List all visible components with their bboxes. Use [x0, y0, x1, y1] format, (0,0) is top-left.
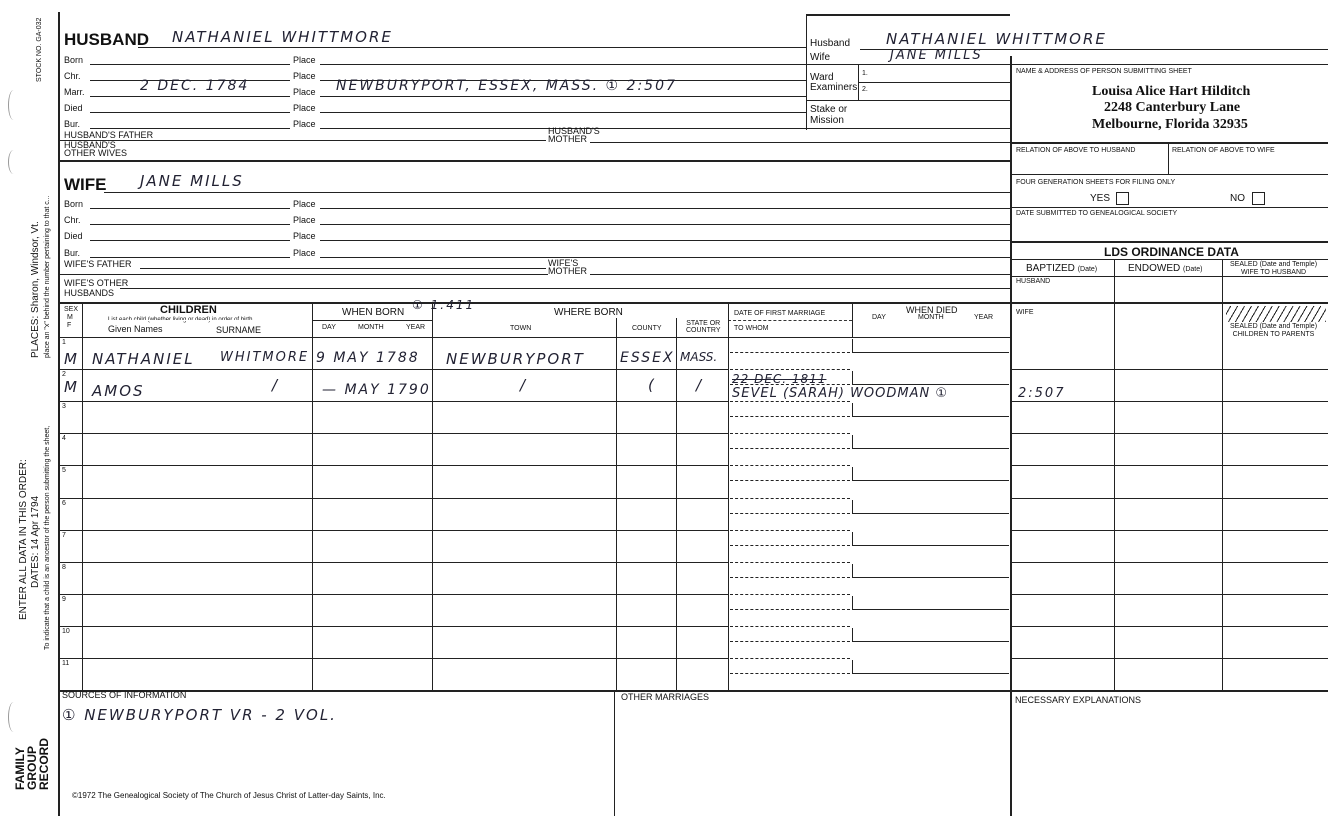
row-number: 2: [62, 371, 66, 379]
when-born-note: ① 1:411: [412, 298, 476, 312]
row-number: 6: [62, 499, 66, 507]
husband-name: NATHANIEL WHITTMORE: [172, 28, 393, 46]
other-marriages-label: OTHER MARRIAGES: [621, 692, 710, 702]
row-number: 9: [62, 595, 66, 603]
child-2-marriage-date: 22 DEC. 1811: [732, 372, 827, 386]
when-died-header: WHEN DIED: [906, 305, 958, 315]
row-number: 8: [62, 563, 66, 571]
left-border: [58, 12, 60, 816]
right-wife-name: JANE MILLS: [890, 48, 983, 63]
row-number: 5: [62, 467, 66, 475]
wifes-father-label: WIFE'S FATHER: [64, 259, 132, 269]
husband-marriage-date: 2 DEC. 1784: [140, 78, 250, 94]
place-x-note: place an "x" behind the number pertaining to that c...: [44, 195, 51, 358]
stock-number: STOCK NO. GA-032: [36, 17, 43, 82]
lds-header: LDS ORDINANCE DATA: [1104, 245, 1239, 259]
punch-hole-mark: [8, 702, 19, 732]
form-title: FAMILY GROUP RECORD: [13, 737, 51, 790]
child-1-sex: M: [64, 350, 79, 368]
punch-hole-mark: [8, 90, 19, 120]
yes-checkbox[interactable]: [1116, 192, 1129, 205]
copyright: ©1972 The Genealogical Society of The Church of Jesus Christ of Latter-day Saints, Inc.: [72, 791, 386, 800]
submitter-city: Melbourne, Florida 32935: [1092, 117, 1248, 132]
sex-header: SEX M F: [64, 306, 79, 329]
places-note: PLACES: Sharon, Windsor, Vt.: [30, 221, 41, 358]
first-marriage-header: DATE OF FIRST MARRIAGE: [734, 310, 826, 317]
husband-marriage-place: NEWBURYPORT, ESSEX, MASS. ① 2:507: [336, 78, 677, 94]
endowed-label: ENDOWED (Date): [1128, 263, 1203, 274]
wifes-mother-label: WIFE'S MOTHER: [548, 258, 587, 276]
child-2-died: 2:507: [1018, 386, 1066, 401]
right-husband-name: NATHANIEL WHITTMORE: [886, 30, 1107, 48]
row-number: 1: [62, 339, 66, 346]
four-gen-label: FOUR GENERATION SHEETS FOR FILING ONLY: [1016, 179, 1176, 186]
relation-husband-label: RELATION OF ABOVE TO HUSBAND: [1016, 147, 1136, 154]
enter-order-note: ENTER ALL DATA IN THIS ORDER:: [18, 459, 29, 620]
when-born-header: WHEN BORN: [342, 307, 405, 318]
baptized-label: BAPTIZED (Date): [1026, 263, 1098, 274]
row-number: 3: [62, 403, 66, 411]
husbands-other-wives-label: HUSBAND'S OTHER WIVES: [64, 140, 128, 158]
punch-hole-mark: [8, 150, 19, 174]
indicate-note: To indicate that a child is an ancestor of the person submitting the sheet,: [44, 425, 51, 650]
submitter-name: Louisa Alice Hart Hilditch: [1092, 84, 1251, 99]
sources-label: SOURCES OF INFORMATION: [62, 690, 187, 700]
child-1-county: ESSEX: [620, 350, 675, 366]
sealed-wife-label: SEALED (Date and Temple) WIFE TO HUSBAND: [1230, 261, 1318, 276]
date-submitted-label: DATE SUBMITTED TO GENEALOGICAL SOCIETY: [1016, 210, 1178, 217]
wifes-other-husbands-label: WIFE'S OTHER HUSBANDS: [64, 278, 129, 298]
sealed-children-label: SEALED (Date and Temple) CHILDREN TO PARENTS: [1230, 323, 1318, 338]
child-1-given: NATHANIEL: [92, 350, 195, 368]
husband-label: HUSBAND: [64, 30, 149, 49]
child-2-given: AMOS: [92, 382, 145, 400]
submitter-header: NAME & ADDRESS OF PERSON SUBMITTING SHEET: [1016, 68, 1192, 75]
child-2-town: /: [520, 376, 528, 394]
no-checkbox[interactable]: [1252, 192, 1265, 205]
child-1-surname: WHITMORE: [220, 350, 310, 365]
divider: [806, 14, 807, 130]
where-born-header: WHERE BORN: [554, 307, 623, 318]
wife-name: JANE MILLS: [140, 172, 244, 190]
child-2-state: /: [696, 376, 704, 394]
dates-note: DATES: 14 Apr 1794: [30, 495, 41, 588]
child-2-sex: M: [64, 378, 79, 396]
submitter-street: 2248 Canterbury Lane: [1104, 100, 1241, 115]
husbands-father-label: HUSBAND'S FATHER: [64, 130, 154, 140]
row-number: 4: [62, 435, 66, 443]
sources-line-1: ① NEWBURYPORT VR - 2 VOL.: [62, 706, 337, 724]
relation-wife-label: RELATION OF ABOVE TO WIFE: [1172, 147, 1275, 154]
wife-label: WIFE: [64, 175, 107, 194]
husbands-mother-label: HUSBAND'S MOTHER: [548, 126, 600, 144]
child-2-county: (: [648, 376, 656, 394]
child-2-born: — MAY 1790: [322, 382, 431, 398]
child-2-spouse: SEVEL (SARAH) WOODMAN ①: [732, 386, 949, 401]
child-1-state: MASS.: [680, 350, 718, 364]
row-number: 10: [62, 627, 70, 635]
child-1-town: NEWBURYPORT: [446, 350, 585, 368]
child-2-surname: /: [272, 376, 280, 394]
explanations-label: NECESSARY EXPLANATIONS: [1015, 695, 1142, 705]
children-header: CHILDREN: [160, 304, 217, 316]
row-number: 7: [62, 531, 66, 539]
hatched-area: [1226, 306, 1326, 322]
child-1-born: 9 MAY 1788: [316, 350, 420, 366]
right-column-border: [1010, 56, 1012, 816]
row-number: 11: [62, 660, 70, 667]
